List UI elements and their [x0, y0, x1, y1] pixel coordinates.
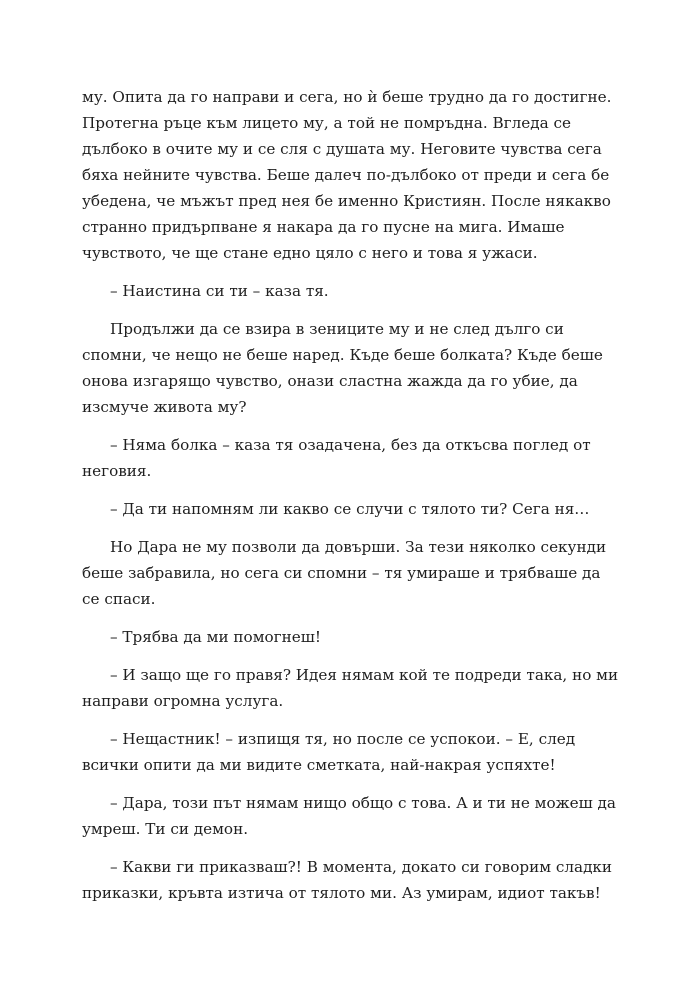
paragraph-8: – И защо ще го правя? Идея нямам кой те подреди така, но ми направи огромна услуга. [82, 666, 619, 710]
paragraph-7: – Трябва да ми помогнеш! [110, 628, 321, 646]
paragraph-4: – Няма болка – каза тя озадачена, без да откъсва поглед от неговия. [82, 436, 591, 480]
paragraph-1: му. Опита да го направи и сега, но ѝ беше трудно да го достигне. Протегна ръце към лицето му, а той не помръдна. Вгледа се дълбоко в очите му и се сля с душата му. Неговите чувства сега бяха нейните чувства. Беше далеч по-дълбоко от преди и сега бе убедена, че мъжът пред нея бе именно Кристиян. После някакво странно придърпване я накара да го пусне на мига. Имаше чувството, че ще стане едно цяло с него и това я ужаси. [82, 88, 612, 262]
paragraph-5: – Да ти напомням ли какво се случи с тялото ти? Сега ня… [110, 500, 590, 518]
paragraph-3: Продължи да се взира в зениците му и не след дълго си спомни, че нещо не беше наред. Къде беше болката? Къде беше онова изгарящо чувство, онази сластна жажда да го убие, да изсмуче живота му? [82, 320, 603, 416]
paragraph-10: – Дара, този път нямам нищо общо с това. А и ти не можеш да умреш. Ти си демон. [82, 794, 616, 838]
paragraph-6: Но Дара не му позволи да довърши. За тези няколко секунди беше забравила, но сега си спомни – тя умираше и трябваше да се спаси. [82, 538, 607, 608]
paragraph-2: – Наистина си ти – каза тя. [110, 282, 329, 300]
book-page [82, 84, 622, 918]
paragraph-9: – Нещастник! – изпищя тя, но после се успокои. – Е, след всички опити да ми видите сметката, най-накрая успяхте! [82, 730, 576, 774]
paragraph-11: – Какви ги приказваш?! В момента, докато си говорим сладки приказки, кръвта изтича от тялото ми. Аз умирам, идиот такъв! [82, 858, 613, 902]
